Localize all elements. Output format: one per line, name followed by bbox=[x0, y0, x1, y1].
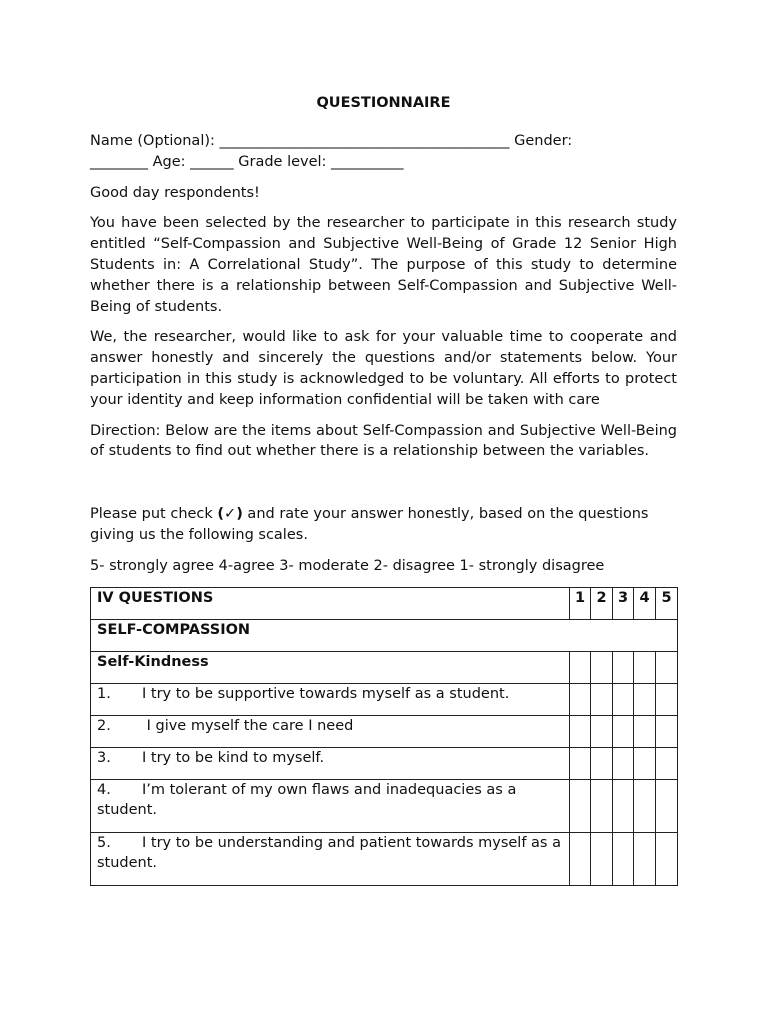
rating-cell-1[interactable] bbox=[570, 683, 591, 715]
rating-cell-2[interactable] bbox=[591, 747, 613, 779]
greeting: Good day respondents! bbox=[90, 184, 260, 201]
header-scale-2: 2 bbox=[591, 587, 613, 619]
question-number: 3. bbox=[97, 749, 111, 766]
rating-cell-5[interactable] bbox=[656, 683, 678, 715]
header-scale-1: 1 bbox=[570, 587, 591, 619]
question-number: 4. bbox=[97, 781, 111, 798]
question-cell bbox=[91, 715, 570, 747]
rating-cell-5[interactable] bbox=[656, 832, 678, 885]
instruction-paragraph bbox=[90, 504, 677, 546]
rating-cell-2[interactable] bbox=[591, 832, 613, 885]
header-scale-3: 3 bbox=[613, 587, 634, 619]
header-questions: IV QUESTIONS bbox=[91, 587, 570, 619]
question-text: I’m tolerant of my own flaws and inadequacies as a student. bbox=[97, 781, 517, 819]
rating-cell-5[interactable] bbox=[656, 651, 678, 683]
question-cell bbox=[91, 779, 570, 832]
instruction-pre: Please put check bbox=[90, 506, 218, 523]
question-text: I give myself the care I need bbox=[142, 717, 354, 734]
table-row bbox=[91, 715, 678, 747]
rating-cell-3[interactable] bbox=[613, 683, 634, 715]
question-text: I try to be supportive towards myself as a student. bbox=[142, 685, 510, 702]
question-number: 5. bbox=[97, 834, 111, 851]
header-scale-5: 5 bbox=[656, 587, 678, 619]
rating-cell-4[interactable] bbox=[634, 832, 656, 885]
rating-cell-3[interactable] bbox=[613, 747, 634, 779]
question-number: 2. bbox=[97, 717, 111, 734]
rating-cell-4[interactable] bbox=[634, 779, 656, 832]
rating-cell-3[interactable] bbox=[613, 832, 634, 885]
table-row bbox=[91, 747, 678, 779]
rating-cell-2[interactable] bbox=[591, 683, 613, 715]
table-row bbox=[91, 832, 678, 885]
rating-cell-1[interactable] bbox=[570, 832, 591, 885]
rating-cell-4[interactable] bbox=[634, 683, 656, 715]
question-cell bbox=[91, 832, 570, 885]
instruction-post: and rate your answer honestly, based on the questions giving us the following scales. bbox=[90, 506, 649, 543]
rating-cell-1[interactable] bbox=[570, 779, 591, 832]
rating-cell-5[interactable] bbox=[656, 715, 678, 747]
subsection-row bbox=[91, 651, 678, 683]
check-mark-symbol: (✓) bbox=[217, 506, 243, 523]
rating-cell-4[interactable] bbox=[634, 651, 656, 683]
rating-cell-2[interactable] bbox=[591, 779, 613, 832]
table-row bbox=[91, 779, 678, 832]
question-cell bbox=[91, 683, 570, 715]
question-cell bbox=[91, 747, 570, 779]
subsection-title: Self-Kindness bbox=[91, 651, 570, 683]
rating-cell-1[interactable] bbox=[570, 747, 591, 779]
rating-cell-4[interactable] bbox=[634, 747, 656, 779]
request-paragraph: We, the researcher, would like to ask for your valuable time to cooperate and answer honestly and sincerely the questions and/or statements below. Your participation in this study is acknowledged to be voluntary. All efforts to protect your identity and keep information confidential will be taken with care bbox=[90, 329, 677, 408]
rating-cell-4[interactable] bbox=[634, 715, 656, 747]
questions-table bbox=[90, 587, 678, 886]
page-title: QUESTIONNAIRE bbox=[316, 95, 451, 111]
rating-cell-5[interactable] bbox=[656, 779, 678, 832]
rating-cell-2[interactable] bbox=[591, 651, 613, 683]
name-gender-line: Name (Optional): ________________________________________ Gender: bbox=[90, 133, 573, 149]
rating-scale: 5- strongly agree 4-agree 3- moderate 2- disagree 1- strongly disagree bbox=[90, 557, 605, 574]
rating-cell-3[interactable] bbox=[613, 715, 634, 747]
rating-cell-3[interactable] bbox=[613, 779, 634, 832]
rating-cell-5[interactable] bbox=[656, 747, 678, 779]
table-header-row bbox=[91, 587, 678, 619]
header-scale-4: 4 bbox=[634, 587, 656, 619]
respondent-info bbox=[90, 131, 677, 173]
table-row bbox=[91, 683, 678, 715]
age-grade-line: ________ Age: ______ Grade level: __________ bbox=[90, 153, 404, 170]
section-row bbox=[91, 619, 678, 651]
intro-paragraph: You have been selected by the researcher to participate in this research study entitled “Self-Compassion and Subjective Well-Being of Grade 12 Senior High Students in: A Correlational Study”. The purpose of this study to determine whether there is a relationship between Self-Compassion and Subjective Well-Being of students. bbox=[90, 215, 677, 315]
section-title: SELF-COMPASSION bbox=[91, 619, 678, 651]
questionnaire-page bbox=[90, 90, 677, 886]
rating-cell-1[interactable] bbox=[570, 715, 591, 747]
rating-cell-2[interactable] bbox=[591, 715, 613, 747]
rating-cell-1[interactable] bbox=[570, 651, 591, 683]
direction-paragraph: Direction: Below are the items about Self-Compassion and Subjective Well-Being of students to find out whether there is a relationship between the variables. bbox=[90, 422, 677, 460]
question-text: I try to be understanding and patient towards myself as a student. bbox=[97, 834, 561, 872]
question-number: 1. bbox=[97, 685, 111, 702]
question-text: I try to be kind to myself. bbox=[142, 749, 325, 766]
rating-cell-3[interactable] bbox=[613, 651, 634, 683]
